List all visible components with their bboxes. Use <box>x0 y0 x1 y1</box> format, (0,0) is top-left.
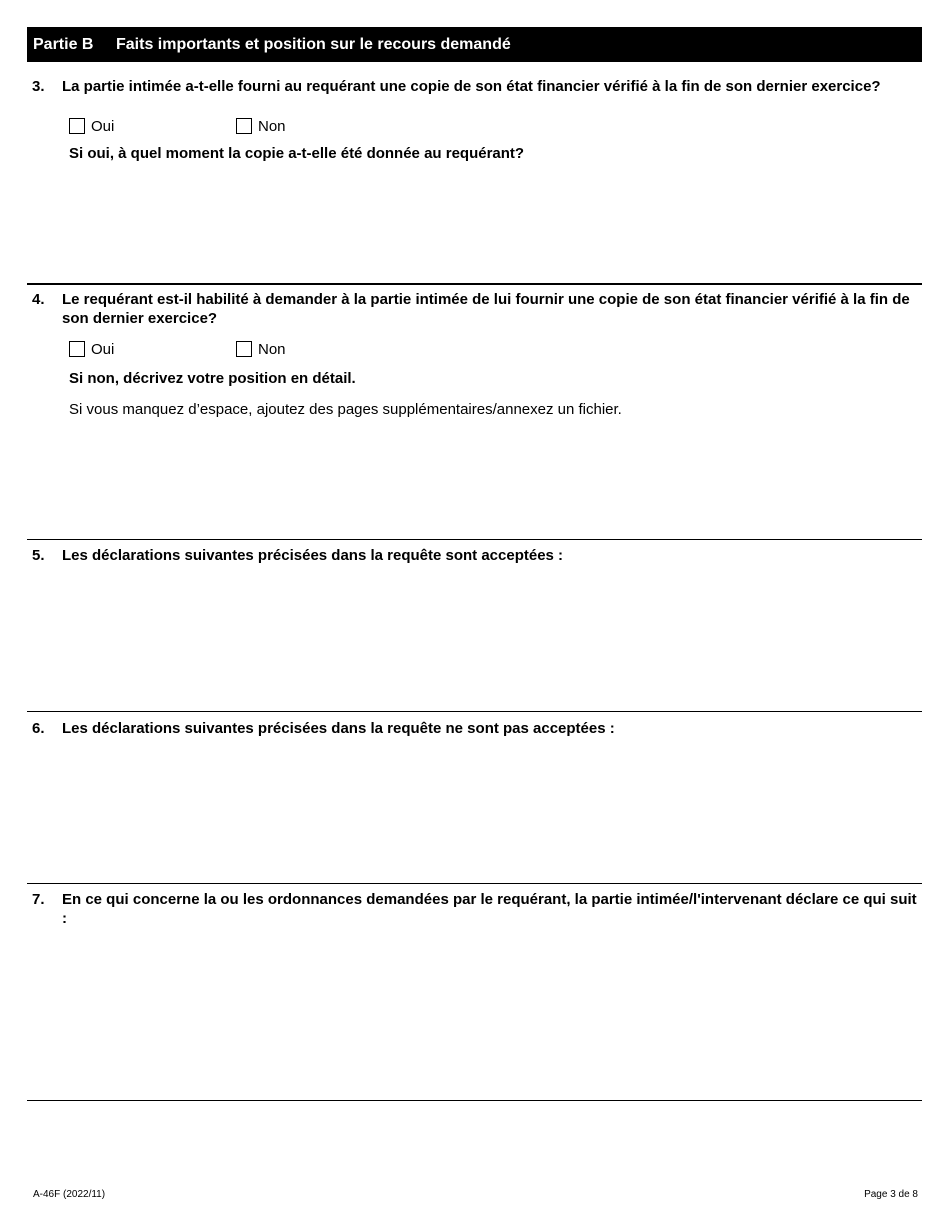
question-7-text: En ce qui concerne la ou les ordonnances demandées par le requérant, la partie intimée/l'intervenant déclare ce qui suit : <box>62 891 917 927</box>
question-7-divider <box>27 1100 922 1101</box>
question-3-answer-area[interactable] <box>27 168 922 280</box>
question-4-yes-option[interactable] <box>69 339 114 359</box>
question-4-followup: Si non, décrivez votre position en détail. <box>69 370 356 387</box>
question-4-divider <box>27 539 922 540</box>
question-7-answer-area[interactable] <box>27 932 922 1097</box>
question-7-number: 7. <box>32 891 45 908</box>
question-4-yes-label: Oui <box>91 340 115 358</box>
question-3-followup: Si oui, à quel moment la copie a-t-elle été donnée au requérant? <box>69 145 525 162</box>
question-4-yes-checkbox[interactable] <box>69 341 85 357</box>
question-5-answer-area[interactable] <box>27 570 922 708</box>
question-5-number: 5. <box>32 547 45 564</box>
question-6-number: 6. <box>32 720 45 737</box>
question-3-no-label: Non <box>258 117 286 135</box>
question-3-no-option[interactable] <box>236 116 286 136</box>
question-4-answer-area[interactable] <box>27 424 922 536</box>
question-4-number: 4. <box>32 291 45 308</box>
question-4-no-checkbox[interactable] <box>236 341 252 357</box>
form-identifier: A-46F (2022/11) <box>33 1189 106 1200</box>
question-4-no-option[interactable] <box>236 339 286 359</box>
section-part-label: Partie B <box>33 36 94 53</box>
question-3-divider <box>27 283 922 285</box>
question-4-text: Le requérant est-il habilité à demander à la partie intimée de lui fournir une copie de son état financier vérifié à la fin de son dernier exercice? <box>62 291 910 327</box>
section-title: Faits importants et position sur le recours demandé <box>116 36 511 53</box>
question-6-text: Les déclarations suivantes précisées dans la requête ne sont pas acceptées : <box>62 720 615 737</box>
question-6-answer-area[interactable] <box>27 743 922 881</box>
question-3-text: La partie intimée a-t-elle fourni au requérant une copie de son état financier vérifié à la fin de son dernier exercice? <box>62 78 881 95</box>
question-4-no-label: Non <box>258 340 286 358</box>
question-3-no-checkbox[interactable] <box>236 118 252 134</box>
question-5-divider <box>27 711 922 712</box>
question-3-yes-label: Oui <box>91 117 115 135</box>
question-3-yes-option[interactable] <box>69 116 114 136</box>
section-header <box>27 27 922 62</box>
question-6-divider <box>27 883 922 884</box>
question-4-note: Si vous manquez d’espace, ajoutez des pages supplémentaires/annexez un fichier. <box>69 401 622 418</box>
question-3-yes-checkbox[interactable] <box>69 118 85 134</box>
page-number: Page 3 de 8 <box>864 1189 918 1200</box>
question-5-text: Les déclarations suivantes précisées dans la requête sont acceptées : <box>62 547 564 564</box>
question-3-number: 3. <box>32 78 45 95</box>
